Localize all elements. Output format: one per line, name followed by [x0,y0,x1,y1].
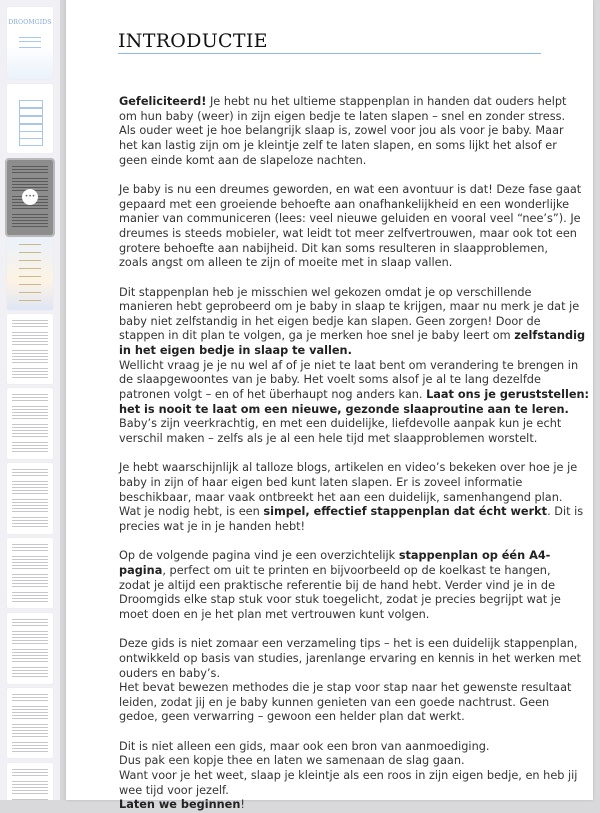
text: wee tijd voor jezelf. [119,783,229,797]
thumbnail-line [12,751,48,752]
thumbnail-line [12,622,48,623]
text-line [119,124,589,139]
page-thumbnail-7[interactable] [7,463,53,534]
text: gedoe, geen verwarring – gewoon een helder plan dat werkt. [119,710,465,724]
thumbnail-line [12,169,48,170]
bold-text: stappenplan op één A4- [398,549,551,563]
text-line [119,329,589,344]
page-thumbnail-3[interactable] [7,160,53,235]
thumbnail-line [12,332,48,333]
thumbnail-line [12,643,48,644]
thumbnail-line [12,577,48,578]
thumbnail-line [12,344,48,345]
text-line [119,520,589,535]
text-line [119,256,589,271]
thumbnail-line [12,793,48,794]
thumbnail-line [12,706,48,707]
text-line [119,227,589,242]
thumbnail-line [12,586,48,587]
thumbnail-line [12,715,48,716]
text-line [119,95,589,110]
text: precies wat je in je handen hebt! [119,519,306,533]
thumbnail-line [19,37,41,38]
thumbnail-line [12,484,48,485]
thumbnail-line [19,41,41,42]
text-line [119,637,589,652]
text: , perfect om uit te printen en bijvoorbeeld op de koelkast te hangen, [162,563,551,577]
thumbnail-line [12,781,48,782]
page-thumbnail-10[interactable] [7,688,53,758]
thumbnail-line [12,326,48,327]
text-line [119,461,589,476]
text: Baby’s zijn veerkrachtig, en met een duidelijke, liefdevolle aanpak kun je echt [119,417,562,431]
text-line [119,754,589,769]
thumbnail-line [12,418,48,419]
thumbnail-line [12,592,48,593]
paragraph [119,637,589,725]
thumbnail-line [12,415,48,416]
thumbnail-line [12,490,48,491]
text: dreumes is steeds mobieler, wat leidt tot meer zelfvertrouwen, maar ook tot een [119,226,577,240]
text: ! [240,798,245,812]
thumbnail-line [12,787,48,788]
thumbnail-line [12,451,48,452]
thumbnail-line [19,276,41,277]
text: gepaard met een groeiende behoefte aan onafhankelijkheid en een wonderlijke [119,197,570,211]
thumbnail-line [12,520,48,521]
thumbnail-line [12,220,48,221]
page-body [119,95,589,813]
thumbnail-line [19,244,41,245]
thumbnail-line [12,544,48,545]
page-thumbnail-5[interactable] [7,314,53,384]
thumbnail-line [12,658,48,659]
thumbnail-line [12,394,48,395]
paragraph [119,286,589,447]
text: verschil maken – zelfs als je al een hele tijd met slaapproblemen worstelt. [119,432,538,446]
thumbnail-line [12,323,48,324]
thumbnail-line [12,694,48,695]
thumbnail-line [12,223,48,224]
text-line [119,549,589,564]
thumbnail-line [12,748,48,749]
text-line [119,286,589,301]
text: Dus pak een kopje thee en laten we samenaan de slag gaan. [119,754,465,768]
thumbnail-line [12,335,48,336]
text: om hun baby (weer) in zijn eigen bedje te laten slapen – snel en zonder stress. [119,109,566,123]
thumbnail-line [12,601,48,602]
text-line [119,564,589,579]
thumbnail-sidebar [0,0,60,800]
thumbnail-line [12,526,48,527]
thumbnail-line [12,712,48,713]
text-line [119,681,589,696]
thumbnail-line [12,205,48,206]
text: Het bevat bewezen methodes die je stap voor stap naar het gewenste resultaat [119,681,572,695]
thumbnail-line [12,472,48,473]
text-line [119,593,589,608]
text-line [119,608,589,623]
thumbnail-line [12,442,48,443]
thumbnail-line [12,475,48,476]
thumbnail-line [12,769,48,770]
thumbnail-line [12,790,48,791]
thumbnail-line [12,359,48,360]
text: Droomgids elke stap stuk voor stuk toegelicht, zodat je precies begrijpt wat je [119,593,561,607]
thumbnail-line [12,166,48,167]
cover-title: DROOMGIDS [8,19,52,26]
thumbnail-line [12,676,48,677]
text-line [119,139,589,154]
text-line [119,417,589,432]
text-line [119,154,589,169]
text-line [119,110,589,125]
thumbnail-line [12,338,48,339]
thumbnail-line [12,178,48,179]
thumbnail-line [12,511,48,512]
thumbnail-line [12,505,48,506]
thumbnail-line [12,733,48,734]
thumbnail-line [12,673,48,674]
text: grotere behoefte aan nabijheid. Dit kan soms resulteren in slaapproblemen, [119,241,548,255]
thumbnail-line [12,661,48,662]
thumbnail-line [12,184,48,185]
text: de slaapgewoontes van je baby. Het voelt soms alsof je al te lang dezelfde [119,373,541,387]
text-line [119,579,589,594]
text: Wat je nodig hebt, is een [119,505,264,519]
bold-text: Laat ons je geruststellen: [426,388,590,402]
thumbnail-line [12,433,48,434]
thumbnail-line [19,47,41,48]
page-thumbnail-6[interactable] [7,388,53,459]
text: ouders en baby’s. [119,666,221,680]
text: Dit stappenplan heb je misschien wel gekozen omdat je op verschillende [119,285,532,299]
bold-text: in het eigen bedje in slaap te vallen. [119,344,352,358]
text-line [119,183,589,198]
text-line [119,212,589,227]
thumbnail-line [19,252,41,253]
text-line [119,300,589,315]
text: Je baby is nu een dreumes geworden, en wat een avontuur is dat! Deze fase gaat [119,182,582,196]
thumbnail-line [12,487,48,488]
thumbnail-line [12,424,48,425]
text: het kan lastig zijn om je kleintje zelf te laten slapen, en soms lijkt het alsof er [119,138,557,152]
text: Dit is niet alleen een gids, maar ook een bron van aanmoediging. [119,739,490,753]
text: Want voor je het weet, slaap je kleintje als een roos in zijn eigen bedje, en heb jij [119,769,578,783]
thumbnail-line [12,598,48,599]
thumbnail-line [12,697,48,698]
thumbnail-line [12,700,48,701]
thumbnail-line [12,772,48,773]
thumbnail-line [12,412,48,413]
thumbnail-line [12,341,48,342]
thumbnail-line [12,619,48,620]
thumbnail-line [12,625,48,626]
bold-text: pagina [119,563,163,577]
thumbnail-line [12,736,48,737]
page-thumbnail-9[interactable] [7,613,53,684]
thumbnail-line [12,371,48,372]
text-line [119,740,589,755]
thumbnail-line [12,353,48,354]
thumbnail-line [12,640,48,641]
thumbnail-box [19,116,43,124]
thumbnail-line [12,208,48,209]
thumbnail-line [19,284,41,285]
thumbnail-line [12,565,48,566]
paragraph [119,183,589,271]
thumbnail-line [12,226,48,227]
thumbnail-line [12,709,48,710]
thumbnail-line [12,559,48,560]
text-line [119,242,589,257]
thumbnail-line [12,649,48,650]
text: baby niet zelfstandig in het eigen bedje kan slapen. Geen zorgen! Door de [119,314,541,328]
text: beschikbaar, maar vaak ontbreekt het aan een duidelijk, samenhangend plan. [119,490,563,504]
thumbnail-line [12,595,48,596]
thumbnail-line [12,445,48,446]
text: Als ouder weet je hoe belangrijk slaap is, zowel voor jou als voor je baby. Maar [119,124,564,138]
page-thumbnail-2[interactable] [7,84,53,153]
thumbnail-line [12,181,48,182]
thumbnail-line [12,499,48,500]
thumbnail-line [12,670,48,671]
thumbnail-line [12,187,48,188]
text: geen einde komt aan de slapeloze nachten. [119,153,367,167]
thumbnail-line [12,172,48,173]
text-line [119,667,589,682]
text: Je hebt nu het ultieme stappenplan in handen dat ouders helpt [206,95,567,108]
thumbnail-box [19,138,43,146]
text: Je hebt waarschijnlijk al talloze blogs, artikelen en video’s bekeken over hoe je je [119,461,578,475]
thumbnail-line [12,742,48,743]
thumbnail-line [12,400,48,401]
thumbnail-line [19,260,41,261]
thumbnail-line [12,350,48,351]
paragraph [119,95,589,168]
thumbnail-line [12,562,48,563]
thumbnail-line [12,427,48,428]
ellipsis-icon[interactable]: ••• [22,189,38,205]
bold-text: simpel, effectief stappenplan dat écht werkt [263,505,548,519]
thumbnail-line [12,493,48,494]
page-thumbnail-11[interactable] [7,763,53,800]
text-line [119,784,589,799]
thumbnail-line [12,368,48,369]
thumbnail-box [19,100,43,108]
text-line [119,388,589,403]
page-thumbnail-1[interactable] [7,7,53,79]
paragraph [119,549,589,622]
thumbnail-line [12,320,48,321]
thumbnail-line [12,377,48,378]
text-line [119,344,589,359]
thumbnail-line [12,448,48,449]
text: patronen volgt – en of het überhaupt nog anders kan. [119,388,427,402]
text-line [119,373,589,388]
thumbnail-line [12,430,48,431]
text-line [119,476,589,491]
text: manieren hebt geprobeerd om je baby in slaap te krijgen, maar nu merk je dat je [119,300,580,314]
text: baby in zijn of haar eigen bed kunt laten slapen. Er is zoveel informatie [119,476,523,490]
thumbnail-line [12,481,48,482]
text: stappen in dit plan te volgen, ga je merken hoe snel je baby leert om [119,329,515,343]
thumbnail-line [12,637,48,638]
thumbnail-line [12,652,48,653]
thumbnail-box [19,108,43,116]
thumbnail-line [12,634,48,635]
thumbnail-line [12,568,48,569]
thumbnail-line [19,292,41,293]
paragraph [119,740,589,813]
bold-text: Laten we beginnen [119,798,241,812]
thumbnail-line [12,362,48,363]
thumbnail-line [12,775,48,776]
thumbnail-line [12,730,48,731]
thumbnail-line [12,631,48,632]
text-line [119,403,589,418]
thumbnail-line [12,356,48,357]
text-line [119,198,589,213]
thumbnail-line [19,300,41,301]
thumbnail-line [12,655,48,656]
thumbnail-line [12,409,48,410]
text: leiden, zodat jij en je baby kunnen genieten van een goede nachtrust. Geen [119,695,550,709]
text-line [119,696,589,711]
page-thumbnail-4[interactable] [7,238,53,310]
thumbnail-line [12,784,48,785]
thumbnail-line [12,583,48,584]
thumbnail-line [12,523,48,524]
text: manier van communiceren (lees: veel nieuwe geluiden en vooral veel “nee’s”). Je [119,212,581,226]
thumbnail-line [12,214,48,215]
text: zoals angst om alleen te zijn of moeite met in slaap vallen. [119,256,453,270]
thumbnail-line [12,406,48,407]
thumbnail-line [12,217,48,218]
text-line [119,769,589,784]
text-line [119,432,589,447]
title-underline [118,53,541,54]
text-line [119,798,589,813]
page-thumbnail-8[interactable] [7,538,53,608]
thumbnail-line [12,374,48,375]
thumbnail-line [12,517,48,518]
text-line [119,710,589,725]
text-line [119,359,589,374]
bold-text: Gefeliciteerd! [119,95,207,108]
text-line [119,315,589,330]
text-line [119,652,589,667]
thumbnail-line [12,574,48,575]
thumbnail-line [12,469,48,470]
document-page [66,0,593,812]
text: moet doen en je het plan met vertrouwen kunt volgen. [119,607,430,621]
thumbnail-line [19,268,41,269]
thumbnail-line [12,727,48,728]
text-line [119,505,589,520]
bold-text: het is nooit te laat om een nieuwe, gezonde slaaproutine aan te leren. [119,402,569,416]
text-line [119,491,589,506]
bold-text: zelfstandig [514,329,586,343]
thumbnail-line [12,508,48,509]
thumbnail-line [12,502,48,503]
text: Op de volgende pagina vind je een overzichtelijk [119,549,399,563]
text: . Dit is [547,505,584,519]
thumbnail-line [12,667,48,668]
paragraph [119,461,589,534]
thumbnail-line [12,724,48,725]
text: zodat je altijd een praktische referentie bij de hand hebt. Verder vind je in de [119,578,556,592]
thumbnail-line [12,397,48,398]
thumbnail-line [12,436,48,437]
page-title: INTRODUCTIE [118,30,268,52]
text: Deze gids is niet zomaar een verzameling tips – het is een duidelijk stappenplan, [119,637,578,651]
text: ontwikkeld op basis van studies, jarenlange ervaring en kennis in het werken met [119,651,582,665]
thumbnail-line [12,556,48,557]
text: Wellicht vraag je je nu wel af of je niet te laat bent om verandering te brengen in [119,358,579,372]
thumbnail-line [12,547,48,548]
thumbnail-line [12,580,48,581]
thumbnail-line [12,745,48,746]
thumbnail-line [12,718,48,719]
thumbnail-line [12,550,48,551]
